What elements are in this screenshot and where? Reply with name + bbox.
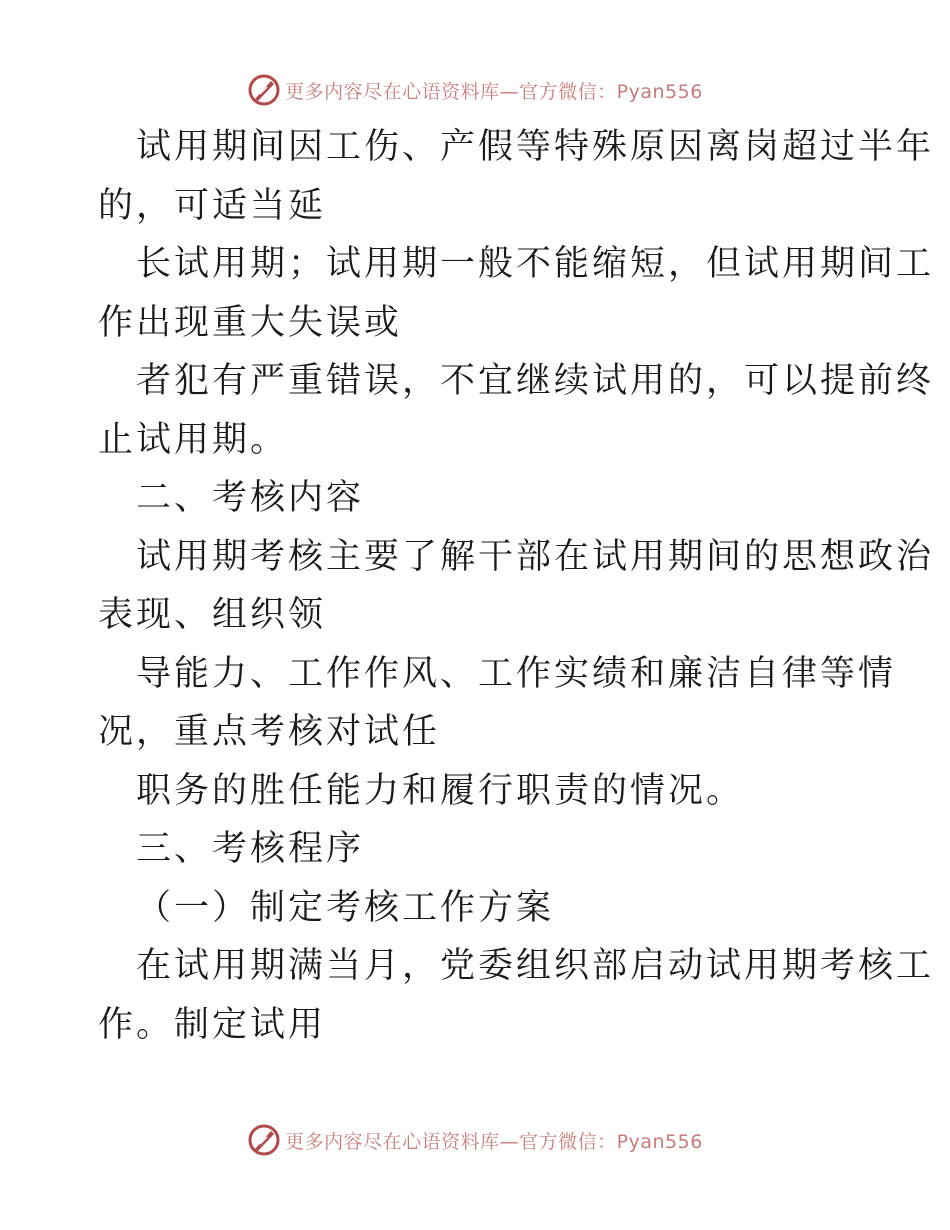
footer-banner xyxy=(0,1120,950,1160)
text-line: 职务的胜任能力和履行职责的情况。 xyxy=(136,770,745,811)
text-line: 者犯有严重错误，不宜继续试用的，可以提前终 xyxy=(136,361,935,401)
text-line: 表现、组织领 xyxy=(98,595,327,635)
text-line: 三、考核程序 xyxy=(136,829,365,869)
text-line: 止试用期。 xyxy=(98,419,289,460)
text-line: 作。制定试用 xyxy=(98,1004,327,1045)
text-line: 的，可适当延 xyxy=(98,185,327,226)
text-line: 二、考核内容 xyxy=(136,478,365,518)
document-body xyxy=(98,118,935,1054)
header-banner xyxy=(0,70,950,110)
text-line: 作出现重大失误或 xyxy=(98,302,403,343)
text-line: （一）制定考核工作方案 xyxy=(136,887,555,928)
text-line: 试用期间因工伤、产假等特殊原因离岗超过半年 xyxy=(136,127,935,167)
text-line: 况，重点考核对试任 xyxy=(98,712,441,752)
text-line: 长试用期；试用期一般不能缩短，但试用期间工 xyxy=(136,244,935,284)
text-line: 试用期考核主要了解干部在试用期间的思想政治 xyxy=(136,536,935,577)
footer-banner-text: 更多内容尽在心语资料库—官方微信：Pyan556 xyxy=(285,1130,703,1153)
text-line: 导能力、工作作风、工作实绩和廉洁自律等情 xyxy=(136,653,897,694)
quill-seal-icon xyxy=(247,73,281,107)
quill-seal-icon xyxy=(247,1123,281,1157)
header-banner-text: 更多内容尽在心语资料库—官方微信：Pyan556 xyxy=(285,80,703,103)
text-line: 在试用期满当月，党委组织部启动试用期考核工 xyxy=(136,946,935,986)
